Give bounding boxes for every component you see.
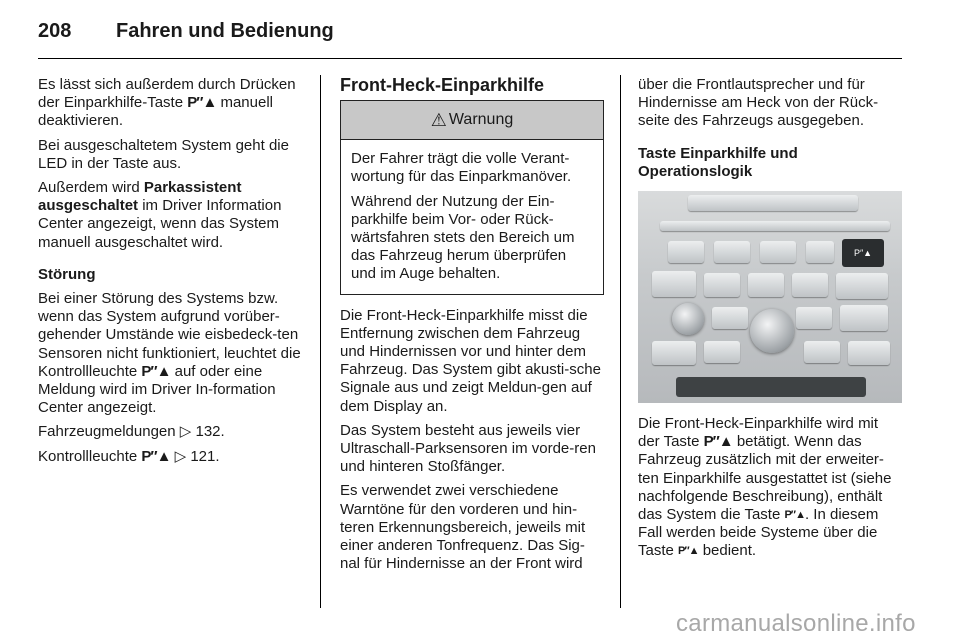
section-heading: Front-Heck-Einparkhilfe [340, 75, 545, 95]
advanced-park-assist-icon: P″▲ [784, 509, 805, 522]
warning-body [341, 140, 603, 293]
reference-arrow-icon: ▷ [174, 447, 187, 465]
park-pilot-button-icon: P″▲ [842, 239, 884, 267]
subheading-stoerung: Störung [38, 265, 96, 283]
paragraph-speakers: über die Frontlautsprecher und für Hindernisse am Heck von der Rück-seite des Fahrzeugs ausgegeben. [638, 76, 879, 130]
column-left [38, 76, 304, 472]
advanced-park-assist-icon: P″▲ [678, 545, 699, 558]
column-right [638, 76, 902, 567]
paragraph-deactivate: Es lässt sich außerdem durch Drücken der Einparkhilfe-Taste P″▲ manuell deaktivieren. [38, 76, 296, 130]
warning-triangle-icon: ⚠ [430, 110, 447, 131]
column-middle [340, 76, 604, 579]
paragraph-vehicle-messages: Fahrzeugmeldungen ▷ 132. [38, 423, 225, 441]
warning-header [341, 101, 603, 140]
column-divider-1 [320, 75, 321, 608]
park-pilot-icon: P″▲ [703, 433, 733, 451]
header-rule [38, 58, 902, 59]
console-photo [638, 191, 902, 403]
warning-paragraph-1: Der Fahrer trägt die volle Verant-wortung für das Einparkmanöver. [351, 150, 572, 186]
paragraph-sensors: Das System besteht aus jeweils vier Ultraschall-Parksensoren im vorde-ren und hinteren Stoßfänger. [340, 421, 596, 476]
page-number: 208 [38, 20, 72, 42]
paragraph-measure: Die Front-Heck-Einparkhilfe misst die Entfernung zwischen dem Fahrzeug und Hindernissen vor und hinter dem Fahrzeug. Das System gibt akusti-sche Signale aus und zeigt Meldun-gen auf dem Display an. [340, 306, 601, 415]
watermark-text: carmanualsonline.info [676, 610, 916, 637]
park-pilot-icon: P″▲ [187, 94, 217, 112]
paragraph-dic: Außerdem wird Parkassistent ausgeschaltet im Driver Information Center angezeigt, wenn das System manuell ausgeschaltet wird. [38, 179, 282, 251]
paragraph-tones: Es verwendet zwei verschiedene Warntöne für den vorderen und hin-teren Erkennungsbereich, jeweils mit einer anderen Tonfrequenz. Das Sig-nal für Hindernisse an der Front wird [340, 482, 586, 573]
paragraph-led: Bei ausgeschaltetem System geht die LED in der Taste aus. [38, 136, 289, 172]
paragraph-control-light: Kontrollleuchte P″▲ ▷ 121. [38, 447, 220, 465]
warning-paragraph-2: Während der Nutzung der Ein-parkhilfe beim Vor- oder Rück-wärtsfahren stets den Bereich um das Fahrzeug herum überprüfen und im Auge behalten. [351, 192, 575, 283]
park-pilot-icon: P″▲ [141, 447, 171, 465]
chapter-title: Fahren und Bedienung [116, 20, 334, 42]
warning-title: Warnung [448, 111, 514, 129]
subheading-button-logic: Taste Einparkhilfe und Operationslogik [638, 144, 798, 180]
warning-box [340, 100, 604, 294]
column-divider-2 [620, 75, 621, 608]
park-pilot-icon: P″▲ [141, 362, 171, 380]
page-header [38, 14, 900, 54]
paragraph-operation: Die Front-Heck-Einparkhilfe wird mit der Taste P″▲ betätigt. Wenn das Fahrzeug zusätzlich mit der erweiter-ten Einparkhilfe ausgestattet ist (siehe nachfolgende Beschreibung), enthält das System die Taste P″▲. In diesem Fall werden beide Systeme über die Taste P″▲ bedient. [638, 415, 892, 560]
reference-arrow-icon: ▷ [179, 423, 192, 441]
paragraph-fault: Bei einer Störung des Systems bzw. wenn das System aufgrund vorüber-gehender Umstände wie eisbedeck-ten Sensoren nicht funktioniert, leuchtet die Kontrollleuchte P″▲ auf oder eine Meldung wird im Driver In-formation Center angezeigt. [38, 290, 301, 417]
